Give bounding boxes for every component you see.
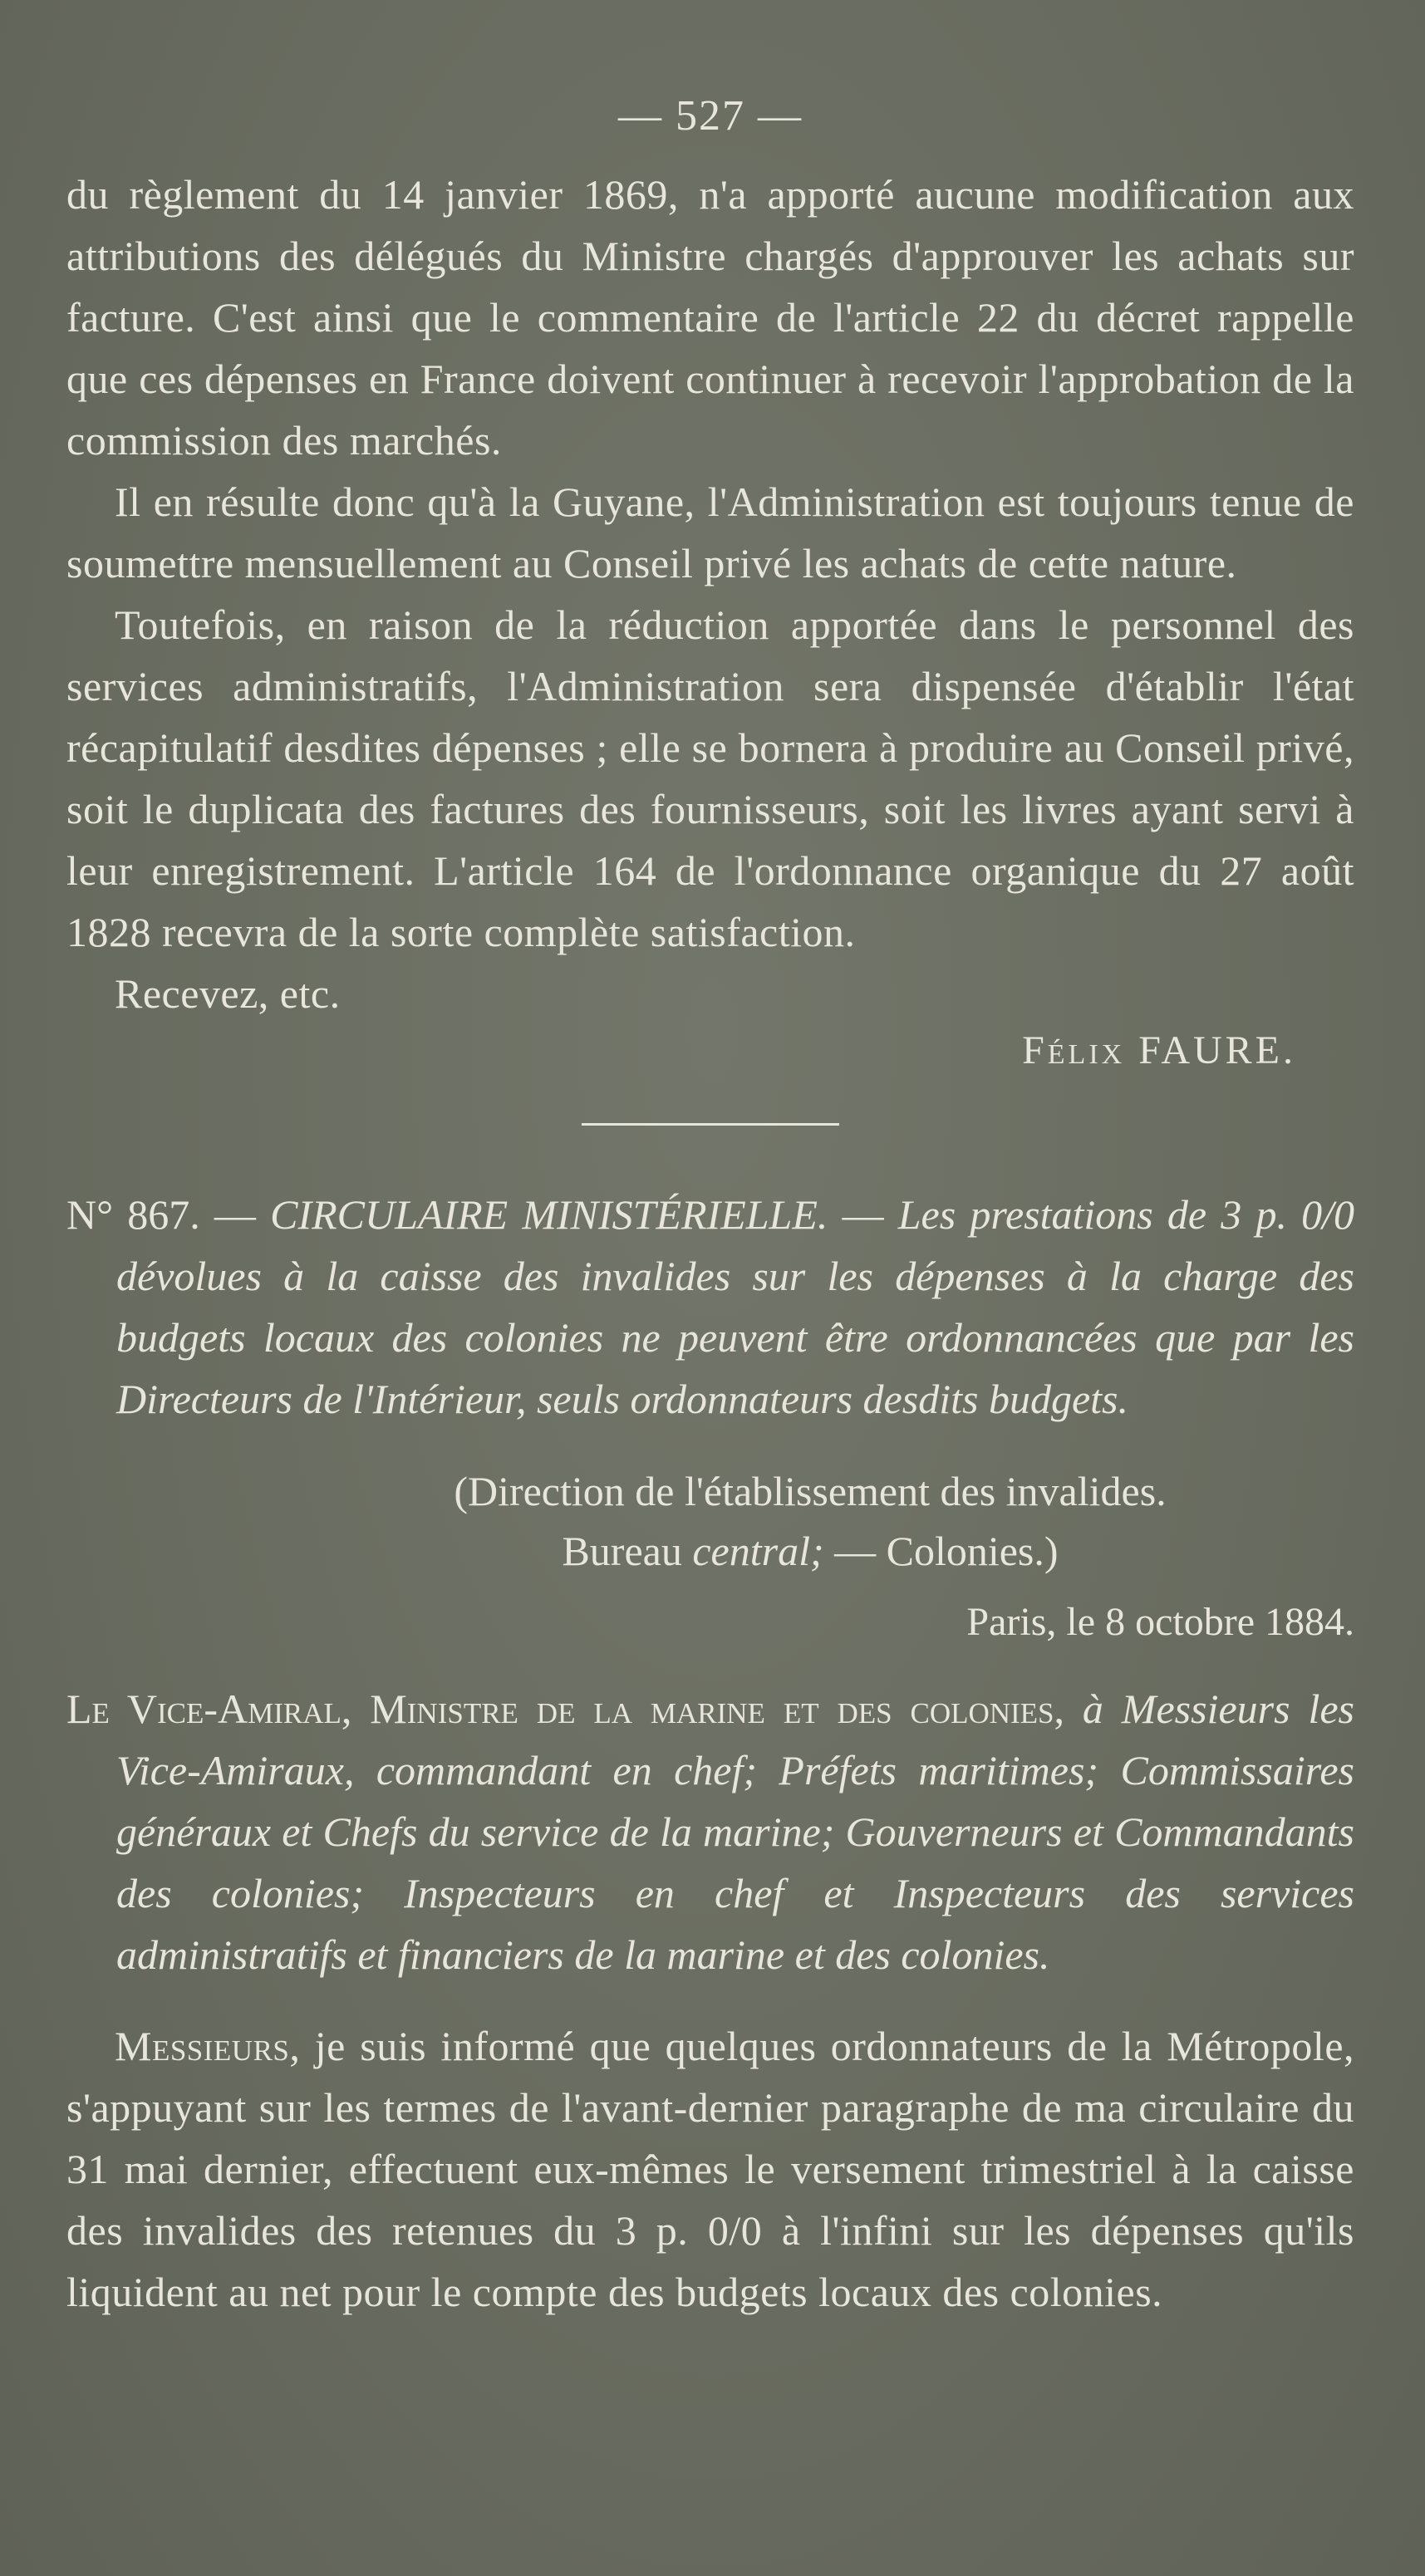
- page-content: [66, 91, 1354, 2323]
- paragraph-closing: Recevez, etc.: [115, 970, 341, 1017]
- direction-block: [66, 1461, 1354, 1581]
- direction-central: central;: [692, 1528, 824, 1574]
- address-sender: Le Vice-Amiral, Ministre de la marine et des colonies,: [66, 1685, 1065, 1732]
- direction-line-2: [266, 1521, 1354, 1581]
- circular-separator: —: [842, 1191, 884, 1238]
- page-number: — 527 —: [618, 92, 803, 140]
- paragraph-toutefois: Toutefois, en raison de la réduction apportée dans le personnel des services administratifs, l'Administration sera dispensée d'établir l'état récapitulatif desdites dépenses ; elle se bornera à produire au Conseil privé, soit le duplicata des factures des fournisseurs, soit les livres ayant servi à leur enregistrement. L'article 164 de l'ordonnance organique du 27 août 1828 recevra de la sorte complète satisfaction.: [66, 601, 1354, 955]
- circular-heading: [66, 1184, 1354, 1430]
- direction-colonies: — Colonies.): [834, 1528, 1059, 1574]
- circular-kind: CIRCULAIRE MINISTÉRIELLE.: [270, 1191, 828, 1238]
- letter-address: [66, 1678, 1354, 1985]
- direction-line-1: (Direction de l'établissement des invalides.: [454, 1468, 1167, 1514]
- direction-bureau: Bureau: [562, 1528, 682, 1574]
- letter-date: Paris, le 8 octobre 1884.: [966, 1600, 1354, 1644]
- signature: Félix FAURE.: [1022, 1028, 1296, 1072]
- paragraph-continuation: du règlement du 14 janvier 1869, n'a apporté aucune modification aux attributions des délégués du Ministre chargés d'approuver les achats sur facture. C'est ainsi que le commentaire de l'article 22 du décret rappelle que ces dépenses en France doivent continuer à recevoir l'approbation de la commission des marchés.: [66, 171, 1354, 464]
- address-recipients: à Messieurs les Vice-Amiraux, commandant en chef; Préfets maritimes; Commissaires généraux et Chefs du service de la marine; Gouverneurs et Commandants des colonies; Inspecteurs en chef et Inspecteurs des services administratifs et financiers de la marine et des colonies.: [116, 1685, 1354, 1978]
- letter-body: [66, 2015, 1354, 2323]
- body-salutation: Messieurs,: [115, 2023, 301, 2069]
- circular-number: N° 867. —: [66, 1191, 256, 1238]
- paragraph-guyane: Il en résulte donc qu'à la Guyane, l'Administration est toujours tenue de soumettre mensuellement au Conseil privé les achats de cette nature.: [66, 478, 1354, 586]
- body-text: je suis informé que quelques ordonnateurs de la Métropole, s'appuyant sur les termes de l'avant-dernier paragraphe de ma circulaire du 31 mai dernier, effectuent eux-mêmes le versement trimestriel à la caisse des invalides des retenues du 3 p. 0/0 à l'infini sur les dépenses qu'ils liquident au net pour le compte des budgets locaux des colonies.: [66, 2023, 1355, 2315]
- section-divider: [582, 1123, 839, 1126]
- circular-summary: Les prestations de 3 p. 0/0 dévolues à la caisse des invalides sur les dépenses à la charge des budgets locaux des colonies ne peuvent être ordonnancées que par les Directeurs de l'Intérieur, seuls ordonnateurs desdits budgets.: [116, 1191, 1355, 1422]
